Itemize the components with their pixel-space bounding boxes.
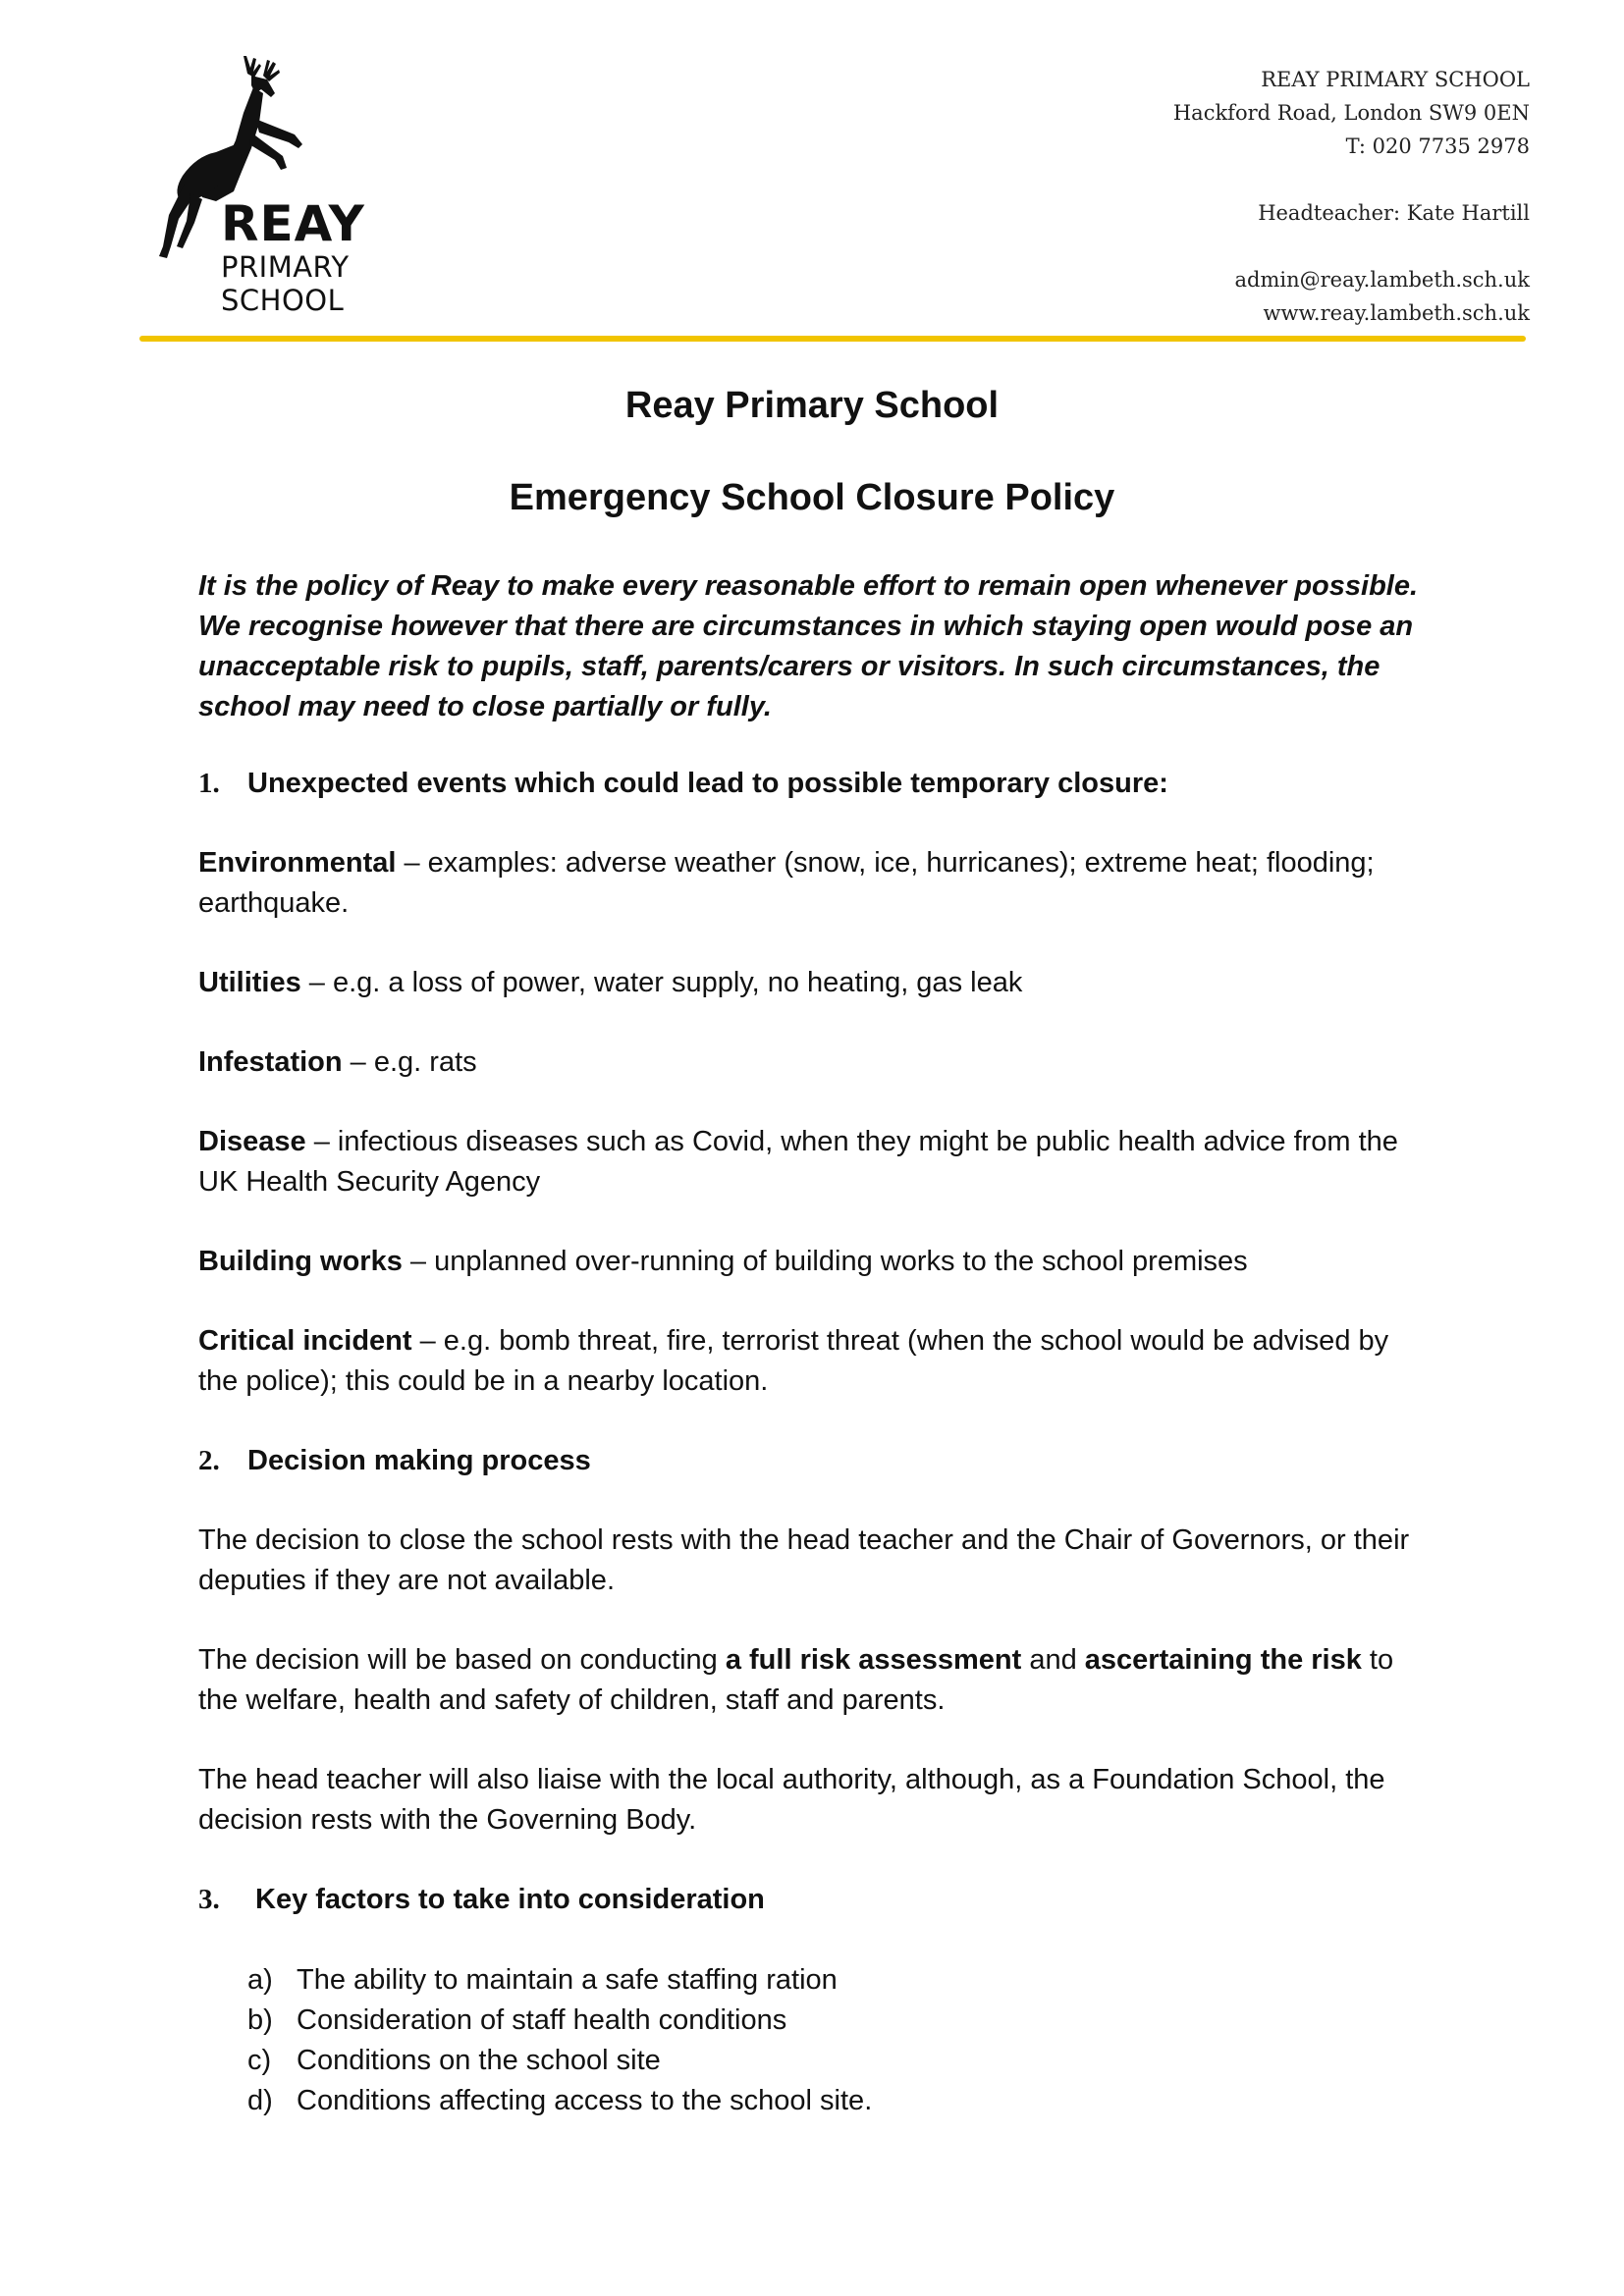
section-1-heading (198, 764, 1168, 804)
emphasis-risk-assessment: a full risk assessment (725, 1644, 1022, 1676)
address-block (1173, 63, 1530, 330)
event-desc: – e.g. a loss of power, water supply, no heating, gas leak (300, 967, 1023, 998)
event-utilities (198, 963, 1435, 1003)
event-desc: – examples: adverse weather (snow, ice, hurricanes); extreme heat; flooding; earthquake. (198, 847, 1375, 919)
address-street: Hackford Road, London SW9 0EN (1172, 101, 1530, 125)
decision-paragraph-1: The decision to close the school rests with the head teacher and the Chair of Governors, or their deputies if they are not available. (198, 1524, 1410, 1596)
section-3-heading (198, 1880, 765, 1920)
event-critical-incident (198, 1321, 1435, 1402)
intro-text: It is the policy of Reay to make every reasonable effort to remain open whenever possible. We recognise however that there are circumstances in which staying open would pose an unacceptable risk to pupils, staff, parents/carers or visitors. In such circumstances, the school may need to close partially or fully. (198, 570, 1419, 722)
logo-wordmark (221, 195, 365, 317)
list-item-text: Conditions affecting access to the school site. (297, 2085, 873, 2116)
section-2-heading (198, 1441, 591, 1481)
address-email: admin@reay.lambeth.sch.uk (1234, 268, 1530, 292)
emphasis-ascertaining-risk: ascertaining the risk (1084, 1644, 1362, 1676)
decision-paragraph-3: The head teacher will also liaise with the local authority, although, as a Foundation School, the decision rests with the Governing Body. (198, 1764, 1385, 1836)
event-disease (198, 1122, 1435, 1202)
school-logo (157, 54, 368, 317)
section-2-title: Decision making process (247, 1445, 591, 1476)
header-divider (139, 336, 1526, 342)
list-marker: a) (247, 1964, 273, 1996)
event-term: Utilities (198, 967, 301, 998)
section-3-number: 3. (198, 1884, 220, 1915)
list-item (247, 1960, 872, 2001)
list-item (247, 2041, 872, 2081)
key-factors-list (247, 1960, 872, 2121)
event-desc: – unplanned over-running of building works to the school premises (402, 1246, 1248, 1277)
list-marker: c) (247, 2045, 272, 2076)
list-marker: d) (247, 2085, 273, 2116)
event-term: Disease (198, 1126, 306, 1157)
event-term: Infestation (198, 1046, 343, 1078)
logo-reay: REAY (221, 195, 365, 252)
section-3-title: Key factors to take into consideration (255, 1884, 765, 1915)
logo-school: SCHOOL (221, 284, 345, 317)
event-environmental (198, 843, 1435, 924)
list-item-text: The ability to maintain a safe staffing ration (297, 1964, 838, 1996)
list-item (247, 2001, 872, 2041)
document-subtitle: Emergency School Closure Policy (509, 477, 1115, 518)
address-phone: T: 020 7735 2978 (1345, 134, 1530, 158)
section-1-number: 1. (198, 768, 220, 799)
section-1-title: Unexpected events which could lead to possible temporary closure: (247, 768, 1168, 799)
address-website: www.reay.lambeth.sch.uk (1263, 301, 1530, 325)
text-run: and (1021, 1644, 1085, 1676)
event-infestation (198, 1042, 1435, 1083)
event-term: Environmental (198, 847, 397, 879)
text-run: to the welfare, health and safety of children, staff and parents. (198, 1644, 1394, 1716)
event-building-works (198, 1242, 1435, 1282)
logo-primary: PRIMARY (221, 250, 350, 284)
list-item (247, 2081, 872, 2121)
list-item-text: Conditions on the school site (297, 2045, 661, 2076)
text-run: The decision will be based on conducting (198, 1644, 726, 1676)
list-marker: b) (247, 2004, 273, 2036)
event-desc: – e.g. bomb threat, fire, terrorist threat (when the school would be advised by the police); this could be in a nearby location. (198, 1325, 1389, 1397)
document-title: Reay Primary School (624, 385, 1000, 426)
event-desc: – infectious diseases such as Covid, when they might be public health advice from the UK Health Security Agency (198, 1126, 1398, 1198)
list-item-text: Consideration of staff health conditions (297, 2004, 787, 2036)
address-headteacher: Headteacher: Kate Hartill (1258, 201, 1530, 225)
policy-intro (198, 566, 1435, 727)
section-2-number: 2. (198, 1445, 220, 1476)
event-desc: – e.g. rats (342, 1046, 477, 1078)
address-school-name: REAY PRIMARY SCHOOL (1261, 68, 1530, 91)
decision-paragraph-2 (198, 1640, 1435, 1721)
event-term: Critical incident (198, 1325, 412, 1357)
event-term: Building works (198, 1246, 403, 1277)
